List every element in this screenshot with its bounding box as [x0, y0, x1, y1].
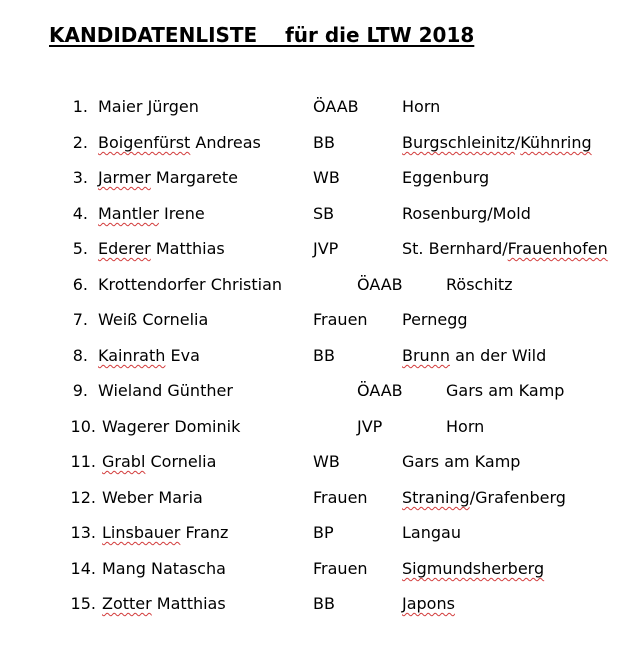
candidate-number: 13.	[70, 523, 96, 542]
candidate-name: Wagerer Dominik	[102, 417, 241, 436]
candidate-party: JVP	[313, 239, 339, 258]
candidate-party: ÖAAB	[357, 275, 403, 294]
candidate-town: Horn	[402, 97, 441, 116]
candidate-number: 14.	[70, 559, 96, 578]
candidate-name: Krottendorfer Christian	[98, 275, 283, 294]
candidate-party: BB	[313, 594, 335, 613]
candidate-party: ÖAAB	[357, 381, 403, 400]
candidate-town: Japons	[402, 594, 455, 613]
candidate-name: Grabl Cornelia	[102, 452, 217, 471]
candidate-row	[0, 237, 641, 261]
candidate-number: 3.	[72, 168, 88, 187]
candidate-row	[0, 592, 641, 616]
candidate-party: Frauen	[313, 559, 368, 578]
candidate-row	[0, 486, 641, 510]
candidate-row	[0, 131, 641, 155]
candidate-row	[0, 166, 641, 190]
candidate-name: Wieland Günther	[98, 381, 233, 400]
candidate-name: Mantler Irene	[98, 204, 205, 223]
candidate-number: 1.	[72, 97, 88, 116]
candidate-name: Kainrath Eva	[98, 346, 200, 365]
candidate-number: 12.	[70, 488, 96, 507]
candidate-row	[0, 379, 641, 403]
candidate-party: Frauen	[313, 488, 368, 507]
candidate-town: Straning/Grafenberg	[402, 488, 566, 507]
candidate-town: Brunn an der Wild	[402, 346, 547, 365]
candidate-party: BB	[313, 133, 335, 152]
candidate-town: St. Bernhard/Frauenhofen	[402, 239, 608, 258]
candidate-party: WB	[313, 452, 340, 471]
candidate-name: Jarmer Margarete	[98, 168, 238, 187]
candidate-row	[0, 308, 641, 332]
candidate-party: ÖAAB	[313, 97, 359, 116]
candidate-row	[0, 415, 641, 439]
candidate-party: BP	[313, 523, 334, 542]
candidate-row	[0, 450, 641, 474]
candidate-number: 15.	[70, 594, 96, 613]
candidate-name: Weber Maria	[102, 488, 203, 507]
candidate-town: Eggenburg	[402, 168, 490, 187]
candidate-town: Horn	[446, 417, 485, 436]
candidate-number: 2.	[72, 133, 88, 152]
candidate-row	[0, 344, 641, 368]
candidate-row	[0, 521, 641, 545]
candidate-town: Pernegg	[402, 310, 468, 329]
candidate-town: Burgschleinitz/Kühnring	[402, 133, 592, 152]
candidate-party: SB	[313, 204, 335, 223]
candidate-party: Frauen	[313, 310, 368, 329]
candidate-town: Langau	[402, 523, 461, 542]
candidate-number: 9.	[72, 381, 88, 400]
candidate-name: Boigenfürst Andreas	[98, 133, 261, 152]
candidate-party: WB	[313, 168, 340, 187]
candidate-name: Mang Natascha	[102, 559, 226, 578]
candidate-row	[0, 202, 641, 226]
candidate-number: 8.	[72, 346, 88, 365]
candidate-party: JVP	[357, 417, 383, 436]
candidate-name: Zotter Matthias	[102, 594, 226, 613]
candidate-name: Maier Jürgen	[98, 97, 199, 116]
candidate-name: Linsbauer Franz	[102, 523, 229, 542]
candidate-town: Röschitz	[446, 275, 513, 294]
candidate-row	[0, 273, 641, 297]
candidate-number: 4.	[72, 204, 88, 223]
candidate-town: Sigmundsherberg	[402, 559, 545, 578]
document-title: KANDIDATENLISTE für die LTW 2018	[49, 23, 475, 47]
candidate-town: Rosenburg/Mold	[402, 204, 531, 223]
candidate-town: Gars am Kamp	[446, 381, 565, 400]
candidate-row	[0, 95, 641, 119]
candidate-name: Weiß Cornelia	[98, 310, 209, 329]
candidate-town: Gars am Kamp	[402, 452, 521, 471]
candidate-number: 6.	[72, 275, 88, 294]
candidate-number: 5.	[72, 239, 88, 258]
candidate-row	[0, 557, 641, 581]
candidate-number: 10.	[70, 417, 96, 436]
candidate-number: 7.	[72, 310, 88, 329]
candidate-party: BB	[313, 346, 335, 365]
candidate-name: Ederer Matthias	[98, 239, 225, 258]
candidate-number: 11.	[70, 452, 96, 471]
